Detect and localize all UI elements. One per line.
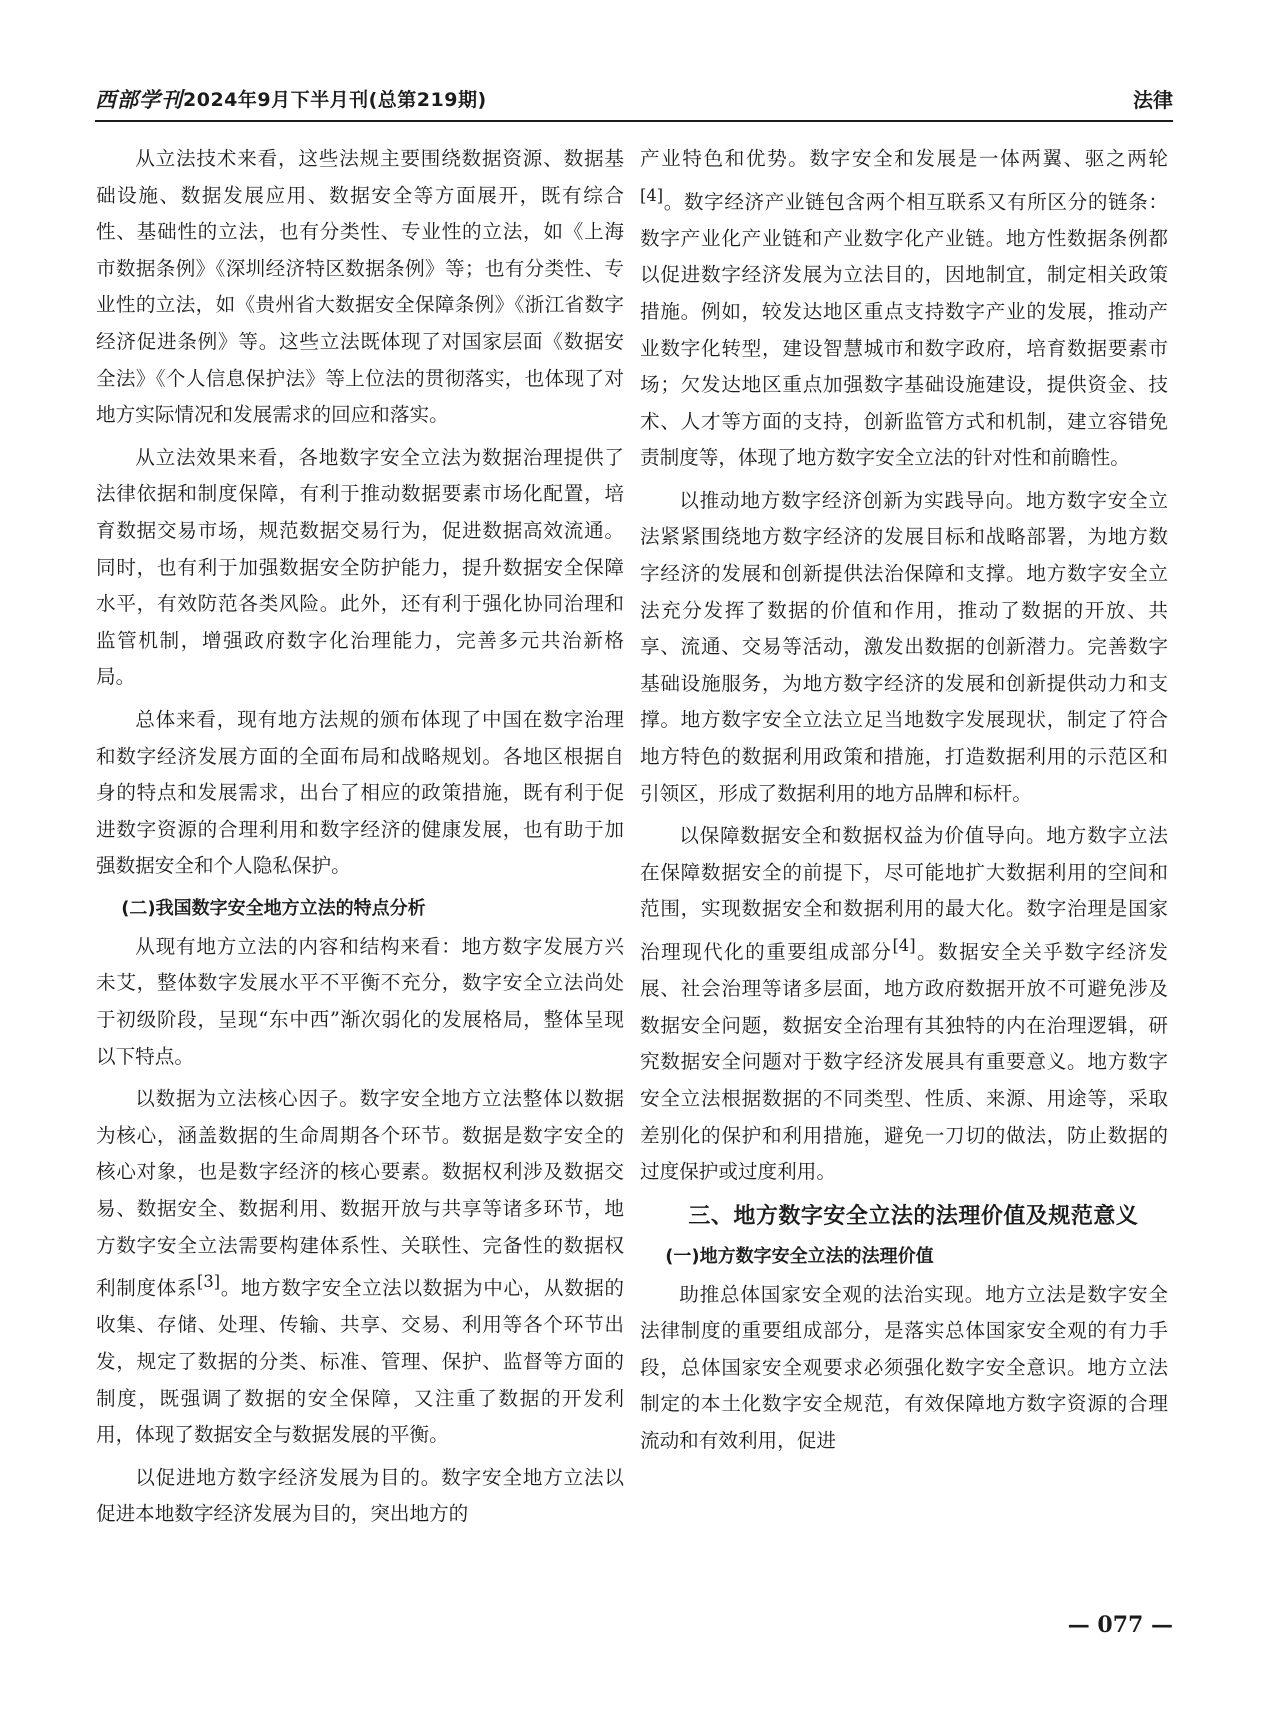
section-heading: 三、地方数字安全立法的法理价值及规范意义 xyxy=(688,1203,1139,1229)
paragraph-text: 产业特色和优势。数字安全和发展是一体两翼、驱之两轮 xyxy=(640,147,1168,170)
paragraph: 助推总体国家安全观的法治实现。地方立法是数字安全法律制度的重要组成部分，是落实总体国家安全观的有力手段，总体国家安全观要求必须强化数字安全意识。地方立法制定的本土化数字安全规范，有效保障地方数字资源的合理流动和有效利用，促进 xyxy=(640,1282,1168,1453)
paragraph-text: 。数字经济产业链包含两个相互联系又有所区分的链条：数字产业化产业链和产业数字化产业链。地方性数据条例都以促进数字经济发展为立法目的，因地制宜，制定相关政策措施。例如，较发达地区重点支持数字产业的发展，推动产业数字化转型，建设智慧城市和数字政府，培育数据要素市场；欠发达地区重点加强数字基础设施建设，提供资金、技术、人才等方面的支持，创新监管方式和机制，建立容错免责制度等，体现了地方数字安全立法的针对性和前瞻性。 xyxy=(640,190,1168,470)
paragraph-text: 以数据为立法核心因子。数字安全地方立法整体以数据为核心，涵盖数据的生命周期各个环节。数据是数字安全的核心对象，也是数字经济的核心要素。数据权利涉及数据交易、数据安全、数据利用、数据开放与共享等诸多环节，地方数字安全立法需要构建体系性、关联性、完备性的数据权利制度体系 xyxy=(96,1087,624,1300)
paragraph-text: 。数据安全关乎数字经济发展、社会治理等诸多层面，地方政府数据开放不可避免涉及数据安全问题，数据安全治理有其独特的内在治理逻辑，研究数据安全问题对于数字经济发展具有重要意义。地方数字安全立法根据数据的不同类型、性质、来源、用途等，采取差别化的保护和利用措施，避免一刀切的做法，防止数据的过度保护或过度利用。 xyxy=(640,940,1169,1184)
running-header xyxy=(95,84,1173,122)
citation-ref: [3] xyxy=(196,1272,221,1292)
subsection-heading: (二)我国数字安全地方立法的特点分析 xyxy=(121,897,426,919)
paragraph: 总体来看，现有地方法规的颁布体现了中国在数字治理和数字经济发展方面的全面布局和战略规划。各地区根据自身的特点和发展需求，出台了相应的政策措施，既有利于促进数字资源的合理利用和数字经济的健康发展，也有助于加强数据安全和个人隐私保护。 xyxy=(96,707,624,878)
paragraph xyxy=(640,141,1168,477)
section-name: 法律 xyxy=(1133,88,1173,112)
paragraph-text: 。地方数字安全立法以数据为中心，从数据的收集、存储、处理、传输、共享、交易、利用等各个环节出发，规定了数据的分类、标准、管理、保护、监督等方面的制度，既强调了数据的安全保障，又注重了数据的开发利用，体现了数据安全与数据发展的平衡。 xyxy=(96,1276,625,1447)
issue-info: 2024年9月下半月刊(总第219期) xyxy=(183,89,487,111)
citation-ref: [4] xyxy=(640,185,664,205)
citation-ref: [4] xyxy=(892,936,916,955)
paragraph-text: 以保障数据安全和数据权益为价值导向。地方数字立法在保障数据安全的前提下，尽可能地扩大数据利用的空间和范围，实现数据安全和数据利用的最大化。数字治理是国家治理现代化的重要组成部分 xyxy=(640,824,1168,964)
paragraph: 从立法效果来看，各地数字安全立法为数据治理提供了法律依据和制度保障，有利于推动数据要素市场化配置，培育数据交易市场，规范数据交易行为，促进数据高效流通。同时，也有利于加强数据安全防护能力，提升数据安全保障水平，有效防范各类风险。此外，还有利于强化协同治理和监管机制，增强政府数字化治理能力，完善多元共治新格局。 xyxy=(96,445,624,689)
paragraph xyxy=(640,818,1168,1190)
paragraph: 以促进地方数字经济发展为目的。数字安全地方立法以促进本地数字经济发展为目的，突出地方的 xyxy=(96,1465,624,1526)
left-column xyxy=(96,141,624,1539)
subsection-heading: (一)地方数字安全立法的法理价值 xyxy=(665,1245,934,1267)
paragraph: 从现有地方立法的内容和结构来看：地方数字发展方兴未艾，整体数字发展水平不平衡不充分，数字安全立法尚处于初级阶段，呈现“东中西”渐次弱化的发展格局，整体呈现以下特点。 xyxy=(96,934,624,1068)
paragraph: 从立法技术来看，这些法规主要围绕数据资源、数据基础设施、数据发展应用、数据安全等方面展开，既有综合性、基础性的立法，也有分类性、专业性的立法，如《上海市数据条例》《深圳经济特区数据条例》等；也有分类性、专业性的立法，如《贵州省大数据安全保障条例》《浙江省数字经济促进条例》等。这些立法既体现了对国家层面《数据安全法》《个人信息保护法》等上位法的贯彻落实，也体现了对地方实际情况和发展需求的回应和落实。 xyxy=(96,147,624,427)
journal-logo: 西部学刊 xyxy=(95,87,183,112)
page-number: — 077 — xyxy=(1067,1612,1173,1638)
paragraph: 以推动地方数字经济创新为实践导向。地方数字安全立法紧紧围绕地方数字经济的发展目标和战略部署，为地方数字经济的发展和创新提供法治保障和支撑。地方数字安全立法充分发挥了数据的价值和作用，推动了数据的开放、共享、流通、交易等活动，激发出数据的创新潜力。完善数字基础设施服务，为地方数字经济的发展和创新提供动力和支撑。地方数字安全立法立足当地数字发展现状，制定了符合地方特色的数据利用政策和措施，打造数据利用的示范区和引领区，形成了数据利用的地方品牌和标杆。 xyxy=(640,488,1168,805)
right-column xyxy=(640,141,1168,1466)
paragraph xyxy=(96,1081,624,1453)
